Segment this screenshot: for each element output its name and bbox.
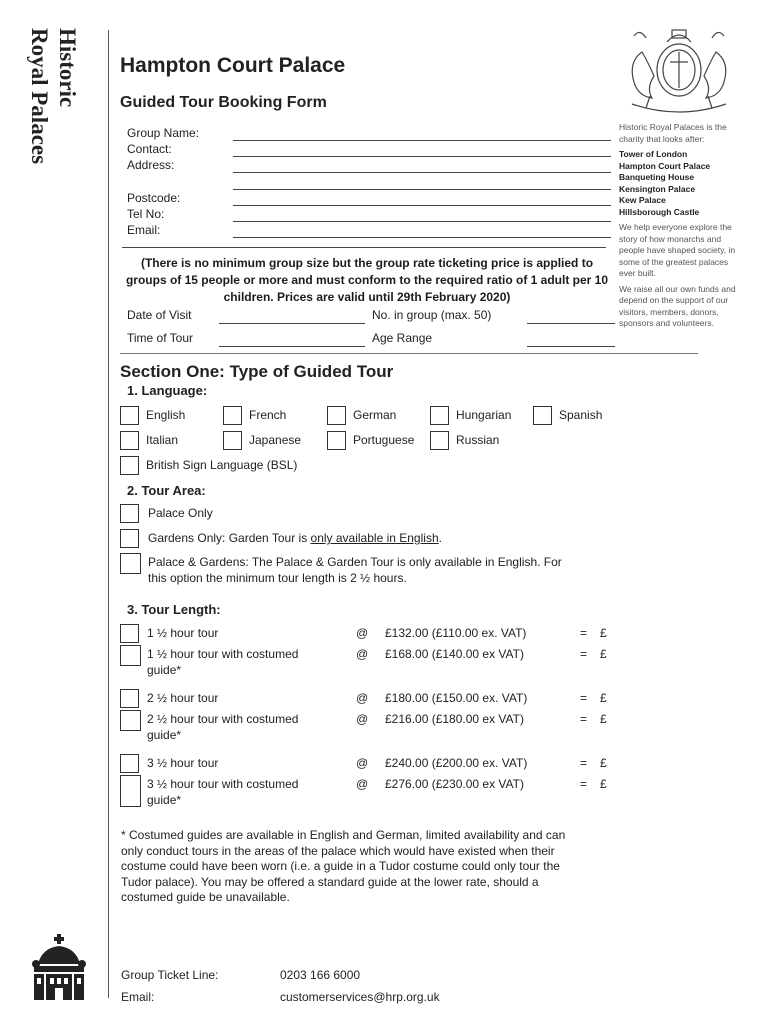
palace-name: Hampton Court Palace bbox=[619, 160, 711, 171]
checkbox-gardens-only[interactable] bbox=[120, 529, 139, 548]
checkbox-french[interactable] bbox=[223, 406, 242, 425]
checkbox-label: Palace & Gardens: The Palace & Garden Tour is only available in English. For bbox=[148, 555, 562, 569]
tour-label: 1 ½ hour tour bbox=[147, 626, 219, 640]
address-label: Address: bbox=[127, 158, 175, 172]
age-range-label: Age Range bbox=[372, 331, 433, 345]
checkbox-bsl[interactable] bbox=[120, 456, 139, 475]
palace-name: Kew Palace bbox=[619, 195, 666, 205]
tour-price: £180.00 (£150.00 ex. VAT) bbox=[385, 691, 528, 705]
tour-label-cont: guide* bbox=[147, 663, 182, 677]
tour-label: 1 ½ hour tour with costumed bbox=[147, 647, 299, 661]
footnote-line: costume could have been worn (i.e. a guide in a Tudor costume could only tour the bbox=[121, 859, 560, 873]
tour-equals: = bbox=[580, 691, 588, 705]
checkbox-tour-2h[interactable] bbox=[120, 689, 139, 708]
tour-label: 3 ½ hour tour bbox=[147, 756, 219, 770]
tour-at: @ bbox=[356, 647, 369, 661]
checkbox-label: Russian bbox=[456, 433, 500, 447]
tour-total: £ bbox=[600, 777, 607, 791]
charity-funding: We raise all our own funds and depend on the support of our visitors, members, donors, sponsors and volunteers. bbox=[619, 283, 736, 328]
contact-label: Contact: bbox=[127, 142, 172, 156]
checkbox-label: Hungarian bbox=[456, 408, 512, 422]
group-count-label: No. in group (max. 50) bbox=[372, 308, 492, 322]
tour-total: £ bbox=[600, 712, 607, 726]
tel-label: Tel No: bbox=[127, 207, 165, 221]
charity-sidebar bbox=[619, 122, 747, 334]
checkbox-hungarian[interactable] bbox=[430, 406, 449, 425]
checkbox-portuguese[interactable] bbox=[327, 431, 346, 450]
royal-crest-icon bbox=[612, 22, 747, 114]
email-label: Email: bbox=[127, 223, 161, 237]
language-heading: 1. Language: bbox=[127, 383, 208, 398]
checkbox-label: French bbox=[249, 408, 287, 422]
tour-total: £ bbox=[600, 647, 607, 661]
separator bbox=[122, 247, 606, 248]
tour-equals: = bbox=[580, 712, 588, 726]
contact-field[interactable] bbox=[233, 156, 611, 157]
checkbox-german[interactable] bbox=[327, 406, 346, 425]
checkbox-label: Portuguese bbox=[353, 433, 415, 447]
checkbox-russian[interactable] bbox=[430, 431, 449, 450]
charity-mission: We help everyone explore the story of how monarchs and people have shaped society, in some of the greatest palaces ever built. bbox=[619, 222, 736, 278]
page-subtitle: Guided Tour Booking Form bbox=[120, 94, 327, 111]
tour-at: @ bbox=[356, 712, 369, 726]
ticket-line-value[interactable]: 0203 166 6000 bbox=[280, 968, 361, 982]
footer-email-link[interactable]: customerservices@hrp.org.uk bbox=[280, 990, 440, 1004]
tour-at: @ bbox=[356, 777, 369, 791]
tour-label: 2 ½ hour tour with costumed bbox=[147, 712, 299, 726]
tour-label: 3 ½ hour tour with costumed bbox=[147, 777, 299, 791]
checkbox-label: Japanese bbox=[249, 433, 302, 447]
ticket-line-label: Group Ticket Line: bbox=[121, 968, 219, 982]
date-of-visit-field[interactable] bbox=[219, 323, 365, 324]
footnote-line: costumed guide be unavailable. bbox=[121, 890, 290, 904]
address-field-2[interactable] bbox=[233, 189, 611, 190]
tour-price: £216.00 (£180.00 ex VAT) bbox=[385, 712, 524, 726]
checkbox-label: Spanish bbox=[559, 408, 603, 422]
checkbox-palace-only[interactable] bbox=[120, 504, 139, 523]
checkbox-tour-3h-costumed[interactable] bbox=[120, 775, 141, 807]
page-title: Hampton Court Palace bbox=[120, 54, 346, 77]
separator bbox=[120, 353, 698, 354]
checkbox-label: British Sign Language (BSL) bbox=[146, 458, 298, 472]
palace-name: Tower of London bbox=[619, 149, 688, 159]
address-field-1[interactable] bbox=[233, 172, 611, 173]
email-field[interactable] bbox=[233, 237, 611, 238]
postcode-field[interactable] bbox=[233, 205, 611, 206]
tour-total: £ bbox=[600, 756, 607, 770]
tour-at: @ bbox=[356, 756, 369, 770]
checkbox-palace-gardens[interactable] bbox=[120, 553, 141, 574]
time-of-tour-field[interactable] bbox=[219, 346, 365, 347]
tour-equals: = bbox=[580, 647, 588, 661]
checkbox-japanese[interactable] bbox=[223, 431, 242, 450]
checkbox-label: Palace Only bbox=[148, 506, 213, 520]
footer-email-label: Email: bbox=[121, 990, 155, 1004]
costumed-guide-footnote bbox=[121, 828, 565, 906]
group-rate-notice: (There is no minimum group size but the group rate ticketing price is applied to groups of 15 people or more and must conform to the required ratio of 1 adult per 10 children. Prices are valid until 29th February 2020) bbox=[125, 256, 609, 304]
palace-name: Kensington Palace bbox=[619, 183, 696, 194]
gardens-english-only-note: only available in English bbox=[310, 531, 439, 545]
divider-vertical bbox=[108, 30, 109, 998]
time-of-tour-label: Time of Tour bbox=[127, 331, 194, 345]
checkbox-spanish[interactable] bbox=[533, 406, 552, 425]
group-count-field[interactable] bbox=[527, 323, 615, 324]
tour-equals: = bbox=[580, 777, 588, 791]
tour-label-cont: guide* bbox=[147, 793, 182, 807]
tour-total: £ bbox=[600, 691, 607, 705]
tour-equals: = bbox=[580, 756, 588, 770]
group-name-field[interactable] bbox=[233, 140, 611, 141]
brand-line-2: Royal Palaces bbox=[27, 28, 52, 165]
tour-length-heading: 3. Tour Length: bbox=[127, 602, 221, 617]
checkbox-english[interactable] bbox=[120, 406, 139, 425]
checkbox-label: German bbox=[353, 408, 397, 422]
tour-price: £168.00 (£140.00 ex VAT) bbox=[385, 647, 524, 661]
checkbox-tour-1h-costumed[interactable] bbox=[120, 645, 141, 666]
tour-label-cont: guide* bbox=[147, 728, 182, 742]
tour-price: £276.00 (£230.00 ex VAT) bbox=[385, 777, 524, 791]
gardens-text: Gardens Only: Garden Tour is bbox=[148, 531, 311, 545]
tour-price: £132.00 (£110.00 ex. VAT) bbox=[385, 626, 527, 640]
group-name-label: Group Name: bbox=[127, 126, 200, 140]
tel-field[interactable] bbox=[233, 221, 611, 222]
tour-equals: = bbox=[580, 626, 588, 640]
age-range-field[interactable] bbox=[527, 346, 615, 347]
palace-name: Banqueting House bbox=[619, 172, 695, 182]
charity-intro: Historic Royal Palaces is the charity that looks after: bbox=[619, 122, 727, 144]
date-of-visit-label: Date of Visit bbox=[127, 308, 192, 322]
tour-label: 2 ½ hour tour bbox=[147, 691, 219, 705]
gardens-text-end: . bbox=[438, 531, 442, 545]
checkbox-label: this option the minimum tour length is 2 ½ hours. bbox=[148, 571, 407, 585]
tour-area-heading: 2. Tour Area: bbox=[127, 483, 206, 498]
tour-at: @ bbox=[356, 691, 369, 705]
checkbox-tour-2h-costumed[interactable] bbox=[120, 710, 141, 731]
brand-logo-text bbox=[18, 28, 88, 218]
section-one-title: Section One: Type of Guided Tour bbox=[120, 362, 394, 381]
palace-name: Hillsborough Castle bbox=[619, 206, 700, 217]
brand-line-1: Historic bbox=[55, 28, 80, 108]
checkbox-italian[interactable] bbox=[120, 431, 139, 450]
postcode-label: Postcode: bbox=[127, 191, 181, 205]
footnote-line: Tudor palace). You may be offered a standard guide at the lower rate, should a bbox=[121, 874, 539, 889]
crown-logo-icon bbox=[30, 934, 88, 1002]
checkbox-label: English bbox=[146, 408, 186, 422]
checkbox-label bbox=[148, 531, 442, 545]
footnote-line: * Costumed guides are available in English and German, limited availability and can bbox=[121, 828, 566, 842]
tour-price: £240.00 (£200.00 ex. VAT) bbox=[385, 756, 528, 770]
checkbox-tour-3h[interactable] bbox=[120, 754, 139, 773]
checkbox-tour-1h[interactable] bbox=[120, 624, 139, 643]
checkbox-label: Italian bbox=[146, 433, 179, 447]
footnote-line: only conduct tours in the areas of the palace which would have existed when their bbox=[121, 843, 555, 858]
tour-at: @ bbox=[356, 626, 369, 640]
tour-total: £ bbox=[600, 626, 607, 640]
